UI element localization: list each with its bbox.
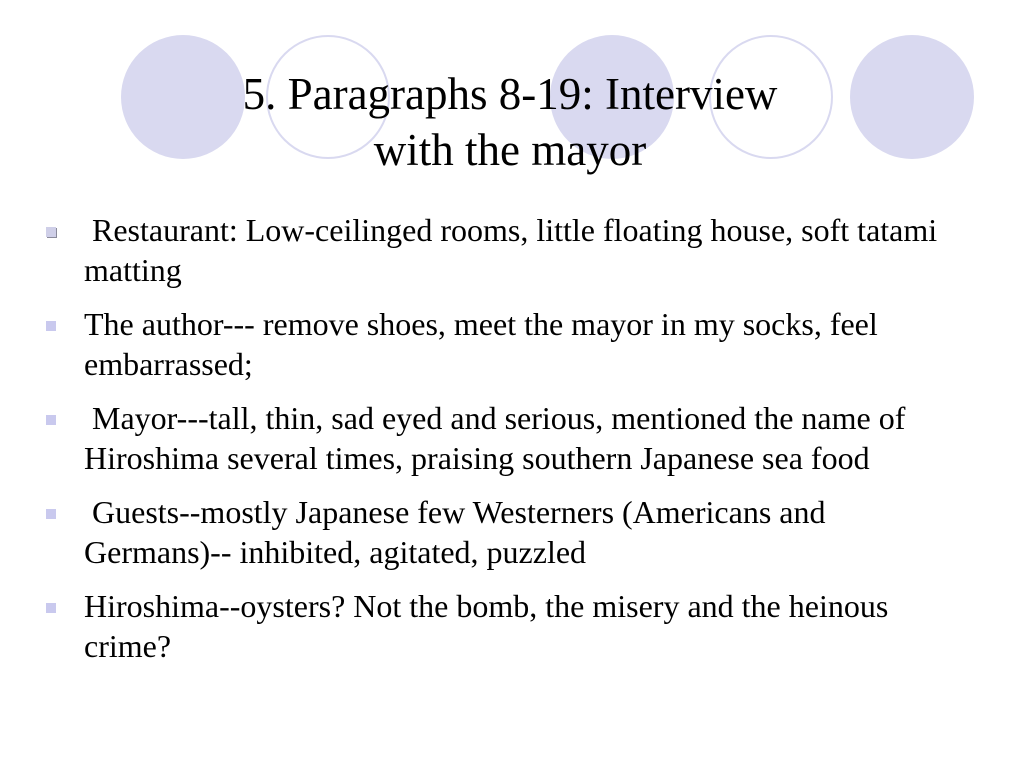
square-bullet-icon: [46, 227, 56, 237]
bullet-list: [0, 210, 1000, 680]
bullet-item: [0, 492, 1000, 572]
square-bullet-icon: [46, 509, 56, 519]
slide-title-line: with the mayor: [373, 125, 647, 175]
bullet-text: Restaurant: Low-ceilinged rooms, little floating house, soft tatami matting: [84, 212, 946, 288]
bullet-item: [0, 210, 1000, 290]
square-bullet-icon: [46, 415, 56, 425]
square-bullet-icon: [46, 603, 56, 613]
square-bullet-icon: [46, 321, 56, 331]
bullet-text: Hiroshima--oysters? Not the bomb, the misery and the heinous crime?: [84, 588, 889, 664]
slide-title: [60, 66, 960, 178]
bullet-text: Mayor---tall, thin, sad eyed and serious, mentioned the name of Hiroshima several times, praising southern Japanese sea food: [84, 400, 914, 476]
bullet-item: [0, 398, 1000, 478]
bullet-item: [0, 304, 1000, 384]
slide-title-line: 5. Paragraphs 8-19: Interview: [242, 69, 778, 119]
bullet-item: [0, 586, 1000, 666]
bullet-text: Guests--mostly Japanese few Westerners (Americans and Germans)-- inhibited, agitated, puzzled: [84, 494, 834, 570]
bullet-text: The author--- remove shoes, meet the mayor in my socks, feel embarrassed;: [84, 306, 878, 382]
